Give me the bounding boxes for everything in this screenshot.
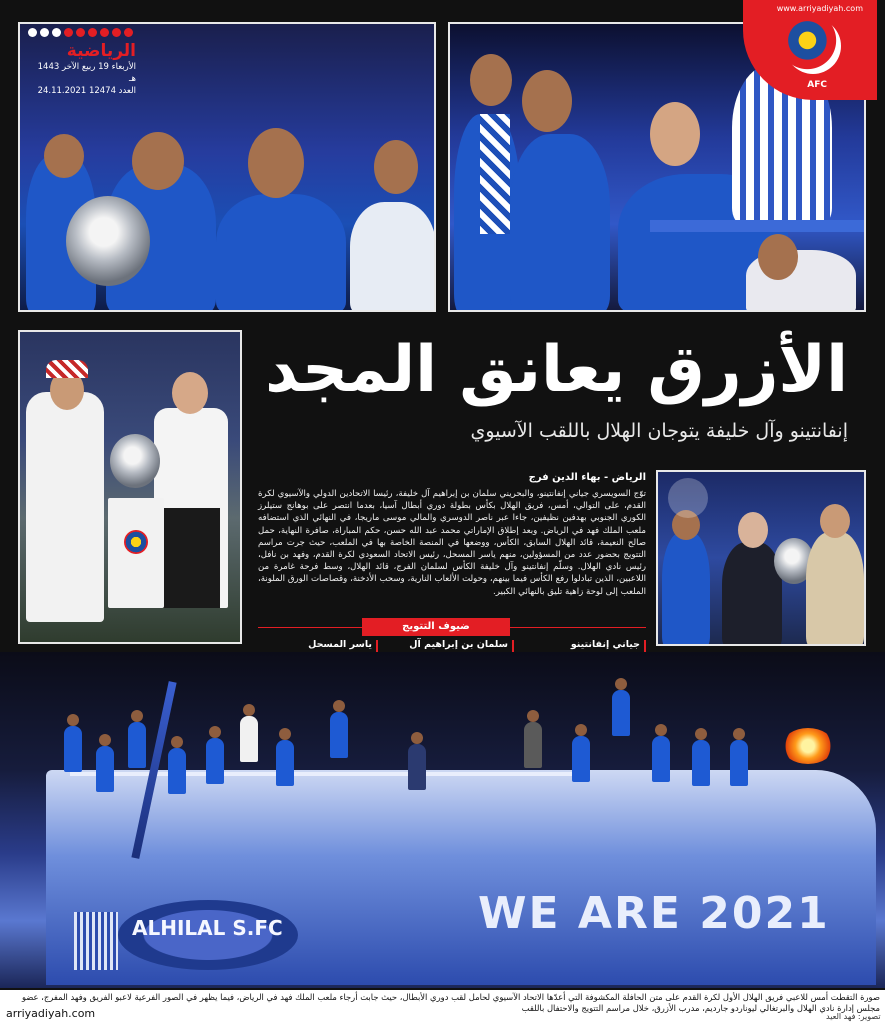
official-bisht-figure [806, 532, 864, 646]
player-head [522, 70, 572, 132]
official-suit-figure [722, 542, 782, 646]
photo-officials-trophy [18, 330, 242, 644]
bus-grille [74, 912, 118, 970]
byline: الرياض - بهاء الدين فرج [528, 472, 646, 483]
player-on-bus [692, 740, 710, 786]
railing [650, 220, 866, 232]
subheadline: إنفانتينو وآل خليفة يتوجان الهلال باللقب الآسيوي [470, 420, 848, 442]
afc-label: AFC [807, 80, 827, 90]
headline: الأزرق يعانق المجد [265, 333, 848, 407]
photographer-credit: تصوير: فهد العيد [826, 1012, 881, 1021]
player-head [374, 140, 418, 194]
trophy-icon [66, 196, 150, 286]
official-head [738, 512, 768, 548]
player-on-bus [408, 744, 426, 790]
article-body: توّج السويسري جياني إنفانتينو، والبحريني سلمان بن إبراهيم آل خليفة، رئيسا الاتحادين الدولي والآسيوي لكرة القدم، على التوالي، أمس، فريق الهلال بكأس بطولة دوري أبطال آسيا، بعدما انتصر على بوهانج ستيلرز الكوري الجنوبي بهدفين نظيفين، جاءا عبر ناصر الدوسري والمالي موسى ماريجا، في النهائي الذي استضافه ملعب الملك فهد في الرياض. وبعد إطلاق الإماراتي محمد عبد الله حسن، حكم المباراة، صافرة النهاية، حمل صالح النعيمة، قائد الهلال السابق، الكأس، ووضعها في المنصة الخاصة بها في الملعب، حيث جرت مراسم التتويج بحضور عدد من المسؤولين، منهم ياسر المسحل، رئيس الاتحاد السعودي لكرة القدم، وفهد بن نافل، رئيس نادي الهلال. وسلّم إنفانتينو وآل خليفة الكأس لسلمان الفرج، قائد الهلال، وسط فرحة غامرة من اللاعبين، الذين تبادلوا رفع الكأس فيما بينهم، وحولت الألعاب النارية، وسحب الأدخنة، وقصاصات الورق الملونة، الملعب إلى لوحة زاهية تليق بالنهائي الكبير. [258, 489, 646, 597]
guest-name: سلمان بن إبراهيم آل [409, 639, 508, 650]
issue-number: 24.11.2021 العدد 12474 [37, 86, 136, 96]
person-head [758, 234, 798, 280]
banner-logo [668, 478, 708, 518]
brand-name: الرياضية [66, 41, 136, 61]
shemagh [46, 360, 88, 378]
scarf [480, 114, 510, 234]
official-thobe-figure [26, 392, 104, 622]
player-head [132, 132, 184, 190]
player-on-bus [330, 712, 348, 758]
player-on-bus [524, 722, 542, 768]
player-on-bus [240, 716, 258, 762]
date-hijri: الأربعاء 19 ربيع الآخر 1443 هـ [37, 62, 136, 84]
player-head [44, 134, 84, 178]
player-head [248, 128, 304, 198]
watermark: arriyadiyah.com [6, 1007, 96, 1020]
bus-crest-label: ALHILAL S.FC [132, 916, 283, 940]
official-head [172, 372, 208, 414]
player-on-bus [730, 740, 748, 786]
player-figure [216, 194, 346, 312]
photo-trophy-handover [656, 470, 866, 646]
player-figure [350, 202, 436, 312]
masthead [28, 28, 136, 97]
guest-name: جياني إنفانتينو [570, 639, 640, 650]
player-head [650, 102, 700, 166]
player-on-bus [612, 690, 630, 736]
player-on-bus [652, 736, 670, 782]
bus-railing [70, 772, 580, 776]
trousers [162, 508, 220, 608]
guest-name: ياسر المسحل [308, 639, 372, 650]
player-figure [510, 134, 610, 312]
player-head [470, 54, 512, 106]
masthead-dots [28, 28, 136, 37]
official-head [820, 504, 850, 538]
site-url: www.arriyadiyah.com [776, 4, 863, 13]
guests-title: ضيوف التتويج [362, 618, 510, 636]
player-on-bus [276, 740, 294, 786]
afc-cl-logo-icon [124, 530, 148, 554]
pyrotechnic-flame [782, 728, 834, 764]
player-on-bus [64, 726, 82, 772]
player-on-bus [168, 748, 186, 794]
player-on-bus [572, 736, 590, 782]
player-on-bus [206, 738, 224, 784]
player-figure [662, 532, 710, 646]
player-on-bus [128, 722, 146, 768]
player-on-bus [96, 746, 114, 792]
photo-caption: صورة التقطت أمس للاعبي فريق الهلال الأول لكرة القدم على متن الحافلة المكشوفة التي أعدّها الاتحاد الآسيوي لحامل لقب دوري الأبطال، حيث جابت أرجاء ملعب الملك فهد في الرياض، فيما يظهر في الصور الفرعية لاعبو الفريق وفهد المفرج، عضو مجلس إدارة نادي الهلال والبرتغالي ليوناردو جارديم، مدرب الأزرق، خلال مراسم التتويج والاحتفال باللقب [21, 992, 880, 1013]
trophy-icon [110, 434, 160, 488]
bus-slogan: WE ARE 2021 [478, 888, 830, 939]
afc-emblem-icon [785, 18, 841, 74]
